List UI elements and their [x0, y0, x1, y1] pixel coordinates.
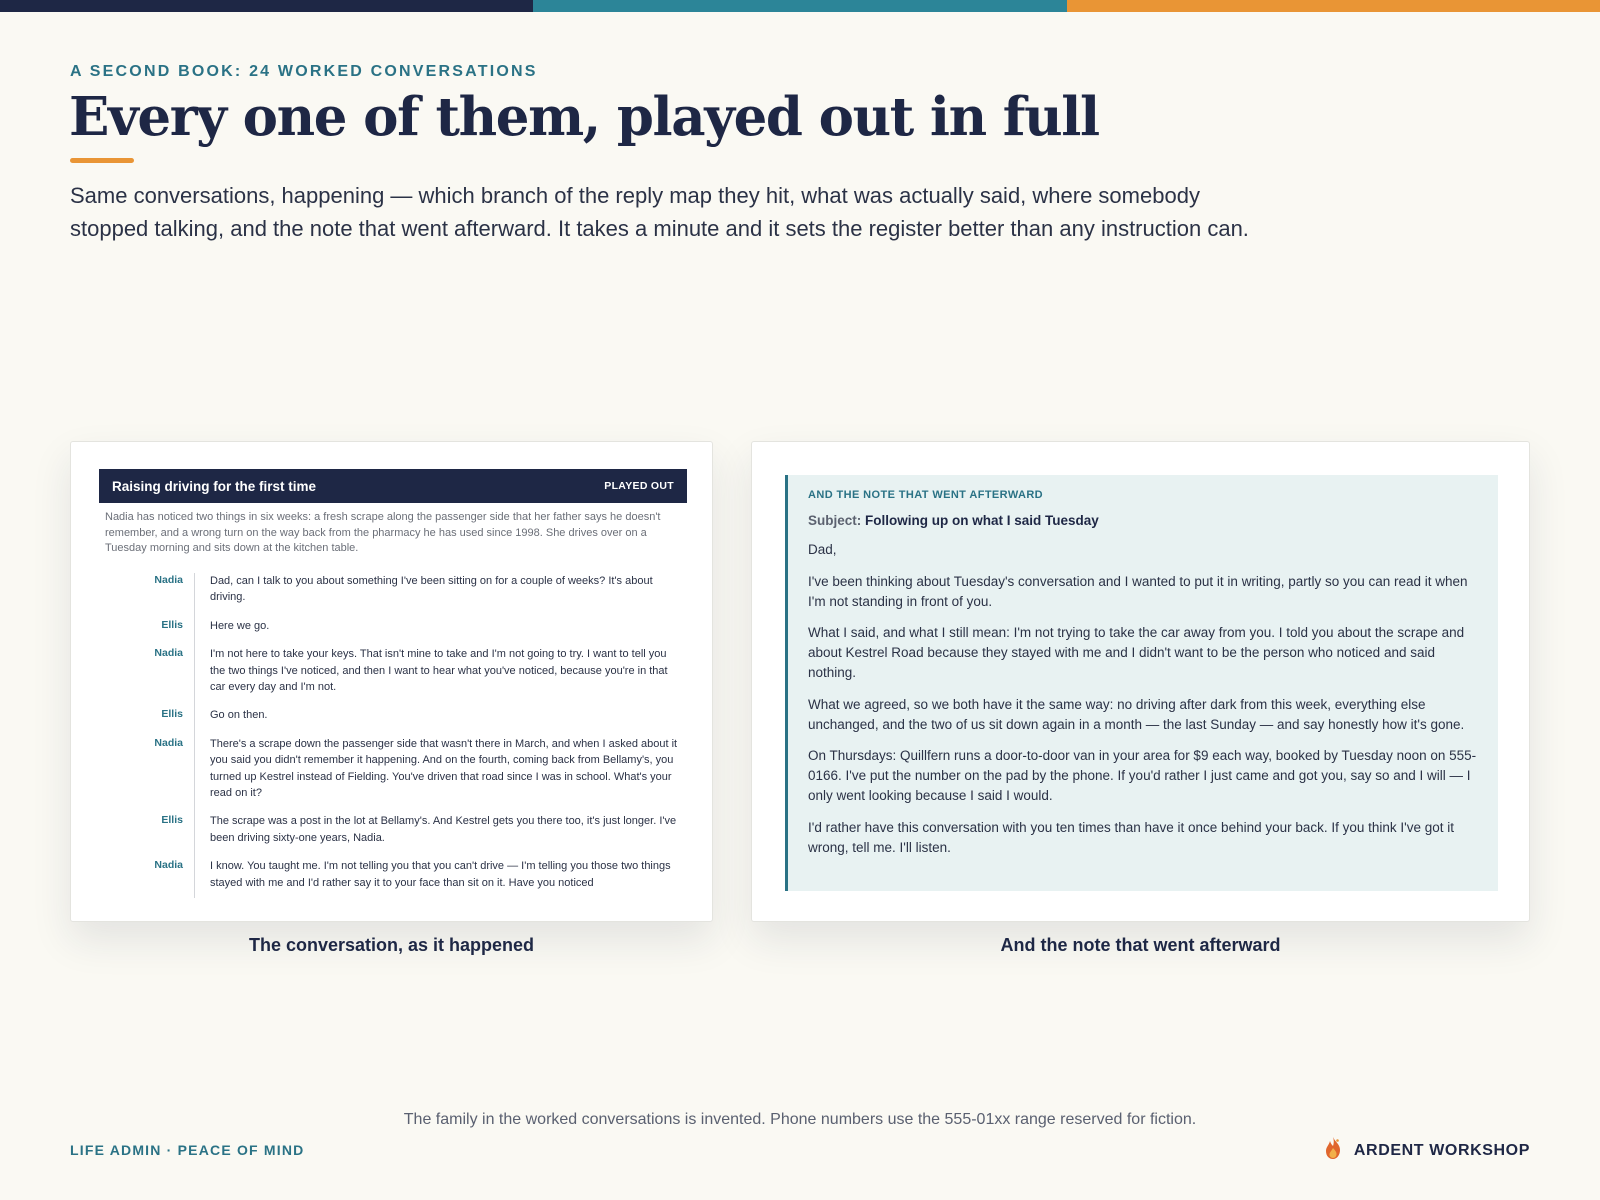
speaker-name: Ellis: [161, 814, 183, 827]
fiction-footnote: The family in the worked conversations is invented. Phone numbers use the 555-01xx range reserved for fiction.: [403, 1111, 1197, 1128]
note-paragraph: Dad,: [808, 542, 837, 557]
note-subject-text: Following up on what I said Tuesday: [865, 513, 1099, 528]
footer-series-label: LIFE ADMIN · PEACE OF MIND: [70, 1142, 305, 1158]
speaker-name: Nadia: [154, 574, 183, 586]
speaker-name: Nadia: [154, 736, 183, 749]
speaker-name: Ellis: [161, 708, 183, 721]
played-out-badge: PLAYED OUT: [604, 480, 674, 492]
utterance-text: Go on then.: [210, 709, 268, 722]
speaker-name: Nadia: [154, 859, 183, 872]
utterance-text: There's a scrape down the passenger side that wasn't there in March, and when I asked about it you said you didn't remember it happening. And on the fourth, coming back from Bellamy's, you turned up Kestrel instead of Fielding. You've driven that road since I was in school. What's your read on it?: [210, 737, 678, 800]
top-bar-segment-orange: [1067, 0, 1600, 12]
footer-brand: [1322, 1136, 1530, 1165]
conversation-header: [99, 469, 687, 503]
transcript-line: [105, 707, 683, 723]
conversation-caption: The conversation, as it happened: [248, 935, 535, 955]
conversation-panel: [70, 441, 713, 922]
title-underline: [70, 158, 134, 163]
transcript-line: [105, 573, 683, 606]
note-subject-label: Subject:: [808, 513, 862, 528]
conversation-title: Raising driving for the first time: [112, 478, 317, 494]
conversation-transcript: [105, 573, 683, 898]
note-body: [808, 540, 1478, 857]
top-bar-segment-teal: [533, 0, 1066, 12]
top-accent-bar: [0, 0, 1600, 12]
note-kicker: AND THE NOTE THAT WENT AFTERWARD: [808, 489, 1044, 501]
utterance-text: Dad, can I talk to you about something I've been sitting on for a couple of weeks? It's about driving.: [210, 575, 653, 604]
brand-name: ARDENT WORKSHOP: [1353, 1141, 1530, 1159]
speaker-name: Ellis: [161, 618, 183, 631]
lede-paragraph: Same conversations, happening — which branch of the reply map they hit, what was actually said, where somebody stopped talking, and the note that went afterward. It takes a minute and it sets the register better than any instruction can.: [70, 183, 1249, 241]
section-kicker: A SECOND BOOK: 24 WORKED CONVERSATIONS: [70, 63, 538, 80]
flame-icon: [1322, 1136, 1344, 1165]
note-paragraph: On Thursdays: Quillfern runs a door-to-door van in your area for $9 each way, booked by Tuesday noon on 555-0166. I've put the number on the pad by the phone. If you'd rather I just came and got you, say so and I will — I only went looking because I said I would.: [808, 748, 1477, 803]
utterance-text: Here we go.: [210, 619, 270, 632]
speaker-name: Nadia: [154, 647, 183, 660]
note-paragraph: What I said, and what I still mean: I'm not trying to take the car away from you. I told you about the scrape and about Kestrel Road because they stayed with me and I didn't want to be the person who noticed and said nothing.: [808, 625, 1465, 680]
note-caption: And the note that went afterward: [1000, 935, 1281, 955]
utterance-text: I'm not here to take your keys. That isn't mine to take and I'm not going to try. I want to tell you the two things I've noticed, and then I want to hear what you've noticed, because you're in that car every day and I'm not.: [210, 648, 668, 694]
transcript-line: [105, 618, 683, 634]
transcript-line: [105, 736, 683, 802]
note-panel: [751, 441, 1530, 922]
utterance-text: The scrape was a post in the lot at Bellamy's. And Kestrel gets you there too, it's just longer. I've been driving sixty-one years, Nadia.: [210, 815, 677, 844]
conversation-setup: Nadia has noticed two things in six weeks: a fresh scrape along the passenger side that her father says he doesn't remember, and a wrong turn on the way back from the pharmacy he has used since 1998. She drives over on a Tuesday morning and sits down at the kitchen table.: [105, 511, 661, 555]
note-box: [785, 475, 1498, 891]
note-paragraph: I'd rather have this conversation with you ten times than have it once behind your back. If you think I've got it wrong, tell me. I'll listen.: [808, 819, 1455, 855]
top-bar-segment-navy: [0, 0, 533, 12]
note-paragraph: I've been thinking about Tuesday's conversation and I wanted to put it in writing, partly so you can read it when I'm not standing in front of you.: [808, 573, 1468, 609]
transcript-line: [105, 646, 683, 695]
page-title: Every one of them, played out in full: [69, 86, 1099, 148]
transcript-line: [105, 858, 683, 891]
note-subject: [808, 513, 1478, 528]
note-paragraph: What we agreed, so we both have it the same way: no driving after dark from this week, everything else unchanged, and the two of us sit down again in a month — the last Sunday — and say honestly how it's gone.: [808, 696, 1465, 732]
transcript-line: [105, 813, 683, 846]
utterance-text: I know. You taught me. I'm not telling you that you can't drive — I'm telling you those two things stayed with me and I'd rather say it to your face than sit on it. Have you noticed: [210, 860, 671, 889]
